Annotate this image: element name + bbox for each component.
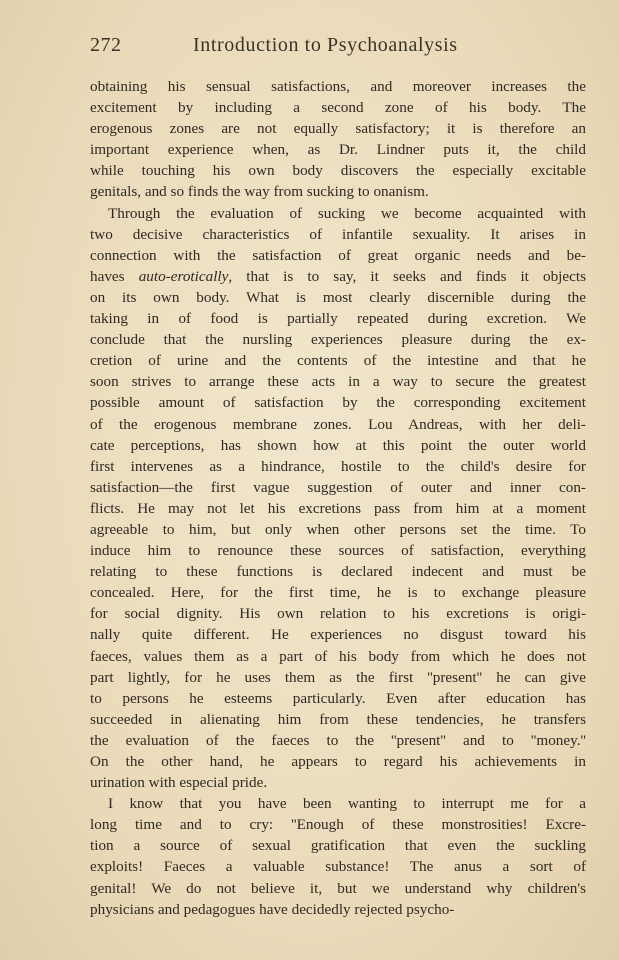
- text-line: [90, 266, 586, 287]
- text-line: exploits! Faeces a valuable substance! The anus a sort of: [90, 858, 586, 876]
- text-line: cate perceptions, has shown how at this point the outer world: [90, 436, 586, 454]
- text-line: while touching his own body discovers the especially excitable: [90, 162, 586, 180]
- text-line: to persons he esteems particularly. Even after education has: [90, 689, 586, 707]
- text-line: for social dignity. His own relation to his excretions is origi-: [90, 605, 586, 623]
- text-line: agreeable to him, but only when other persons set the time. To: [90, 520, 586, 538]
- text-line: soon strives to arrange these acts in a way to secure the greatest: [90, 373, 586, 391]
- text-line: genital! We do not believe it, but we understand why children's: [90, 879, 586, 897]
- text-line: On the other hand, he appears to regard his achievements in: [90, 753, 586, 770]
- text-line: erogenous zones are not equally satisfactory; it is therefore an: [90, 120, 586, 138]
- paragraph: [90, 203, 586, 794]
- italic-term: auto-erotically: [138, 267, 229, 285]
- text-line: I know that you have been wanting to interrupt me for a: [108, 795, 586, 813]
- text-line: possible amount of satisfaction by the corresponding excitement: [90, 394, 586, 412]
- text-line: on its own body. What is most clearly discernible during the: [90, 288, 586, 306]
- text-line: tion a source of sexual gratification that even the suckling: [90, 837, 586, 855]
- text-line: faeces, values them as a part of his body from which he does not: [90, 647, 586, 665]
- text-line: taking in of food is partially repeated during excretion. We: [90, 310, 586, 328]
- text-line: Through the evaluation of sucking we become acquainted with: [108, 204, 586, 222]
- text-line: part lightly, for he uses them as the first ''present'' he can give: [90, 668, 586, 686]
- text-line: physicians and pedagogues have decidedly rejected psycho-: [90, 900, 455, 918]
- text-line: cretion of urine and the contents of the intestine and that he: [90, 352, 586, 370]
- text-line: connection with the satisfaction of great organic needs and be-: [90, 246, 586, 264]
- text-line: obtaining his sensual satisfactions, and moreover increases the: [90, 78, 586, 95]
- text-line: conclude that the nursling experiences pleasure during the ex-: [90, 331, 586, 349]
- text-segment: haves: [90, 267, 139, 285]
- text-line: relating to these functions is declared indecent and must be: [90, 563, 586, 581]
- text-line: the evaluation of the faeces to the ''present'' and to ''money.'': [90, 731, 586, 749]
- text-line: two decisive characteristics of infantile sexuality. It arises in: [90, 225, 586, 243]
- text-line: important experience when, as Dr. Lindner puts it, the child: [90, 141, 586, 159]
- text-line: flicts. He may not let his excretions pass from him at a moment: [90, 499, 586, 517]
- text-line: nally quite different. He experiences no disgust toward his: [90, 626, 586, 644]
- text-line: long time and to cry: ''Enough of these monstrosities! Excre-: [90, 816, 586, 834]
- text-line: genitals, and so finds the way from sucking to onanism.: [90, 183, 429, 201]
- page-header: [90, 34, 586, 60]
- body-text: [90, 76, 586, 920]
- text-line: of the erogenous membrane zones. Lou Andreas, with her deli-: [90, 415, 586, 433]
- text-line: urination with especial pride.: [90, 774, 268, 792]
- text-line: concealed. Here, for the first time, he is to exchange pleasure: [90, 584, 586, 602]
- text-segment: , that is to say, it seeks and finds it objects: [228, 267, 586, 285]
- text-line: induce him to renounce these sources of satisfaction, everything: [90, 542, 586, 560]
- text-line: excitement by including a second zone of his body. The: [90, 99, 586, 117]
- page-number: 272: [90, 34, 122, 56]
- text-line: first intervenes as a hindrance, hostile to the child's desire for: [90, 457, 586, 475]
- running-title: Introduction to Psychoanalysis: [193, 34, 458, 56]
- text-line: satisfaction—the first vague suggestion of outer and inner con-: [90, 478, 586, 496]
- text-line: succeeded in alienating him from these tendencies, he transfers: [90, 710, 586, 728]
- paragraph: [90, 76, 586, 203]
- paragraph: [90, 793, 586, 920]
